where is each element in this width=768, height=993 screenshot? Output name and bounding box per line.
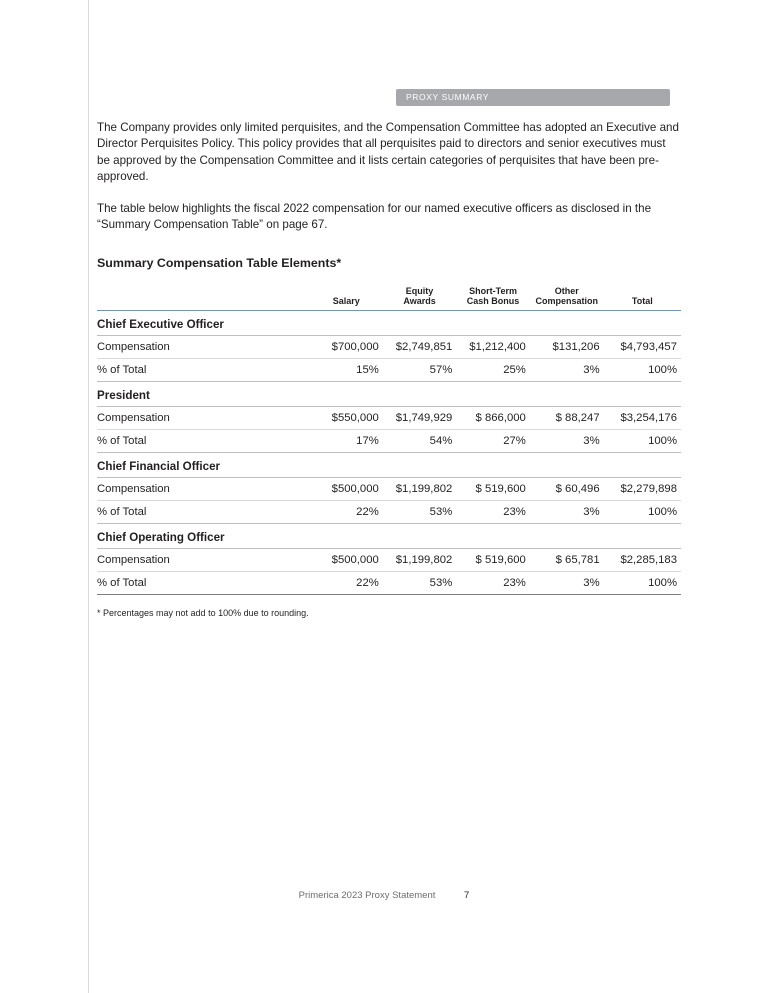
- cell-total-pct: 100%: [604, 500, 681, 523]
- cell-salary-pct: 15%: [310, 358, 383, 381]
- table-row: [97, 500, 681, 523]
- column-header-equity-awards-line2: Awards: [403, 296, 436, 307]
- cell-short-term-cash-bonus: $ 866,000: [456, 406, 530, 429]
- column-header-blank: [97, 286, 310, 311]
- cell-total: $2,279,898: [604, 477, 681, 500]
- cell-equity-awards: $1,199,802: [383, 548, 457, 571]
- group-title: Chief Financial Officer: [97, 452, 681, 477]
- column-header-other-comp-line2: Compensation: [535, 296, 598, 307]
- row-label: Compensation: [97, 335, 310, 358]
- cell-total: $2,285,183: [604, 548, 681, 571]
- cell-short-term-cash-bonus: $ 519,600: [456, 548, 530, 571]
- summary-compensation-table: [97, 286, 681, 595]
- cell-total: $4,793,457: [604, 335, 681, 358]
- column-header-short-term-cash-bonus: [456, 286, 530, 311]
- table-group-row: [97, 310, 681, 335]
- row-label: % of Total: [97, 500, 310, 523]
- cell-other-compensation-pct: 3%: [530, 358, 604, 381]
- cell-total-pct: 100%: [604, 429, 681, 452]
- cell-salary-pct: 22%: [310, 500, 383, 523]
- cell-equity-awards: $2,749,851: [383, 335, 457, 358]
- cell-short-term-cash-bonus-pct: 23%: [456, 500, 530, 523]
- table-row: [97, 548, 681, 571]
- cell-equity-awards-pct: 57%: [383, 358, 457, 381]
- table-row: [97, 571, 681, 594]
- page-footer: [0, 890, 768, 901]
- page-left-rule: [88, 0, 89, 993]
- footer-document-label: Primerica 2023 Proxy Statement: [298, 890, 436, 901]
- cell-equity-awards-pct: 54%: [383, 429, 457, 452]
- table-group-row: [97, 523, 681, 548]
- table-footnote: * Percentages may not add to 100% due to rounding.: [97, 607, 309, 618]
- cell-equity-awards-pct: 53%: [383, 571, 457, 594]
- cell-other-compensation: $ 88,247: [530, 406, 604, 429]
- cell-salary: $700,000: [310, 335, 383, 358]
- table-row: [97, 429, 681, 452]
- column-header-equity-awards: [383, 286, 457, 311]
- table-header-row: [97, 286, 681, 311]
- table-row: [97, 406, 681, 429]
- cell-total: $3,254,176: [604, 406, 681, 429]
- cell-equity-awards-pct: 53%: [383, 500, 457, 523]
- column-header-other-comp-line1: Other: [554, 285, 579, 296]
- cell-short-term-cash-bonus-pct: 25%: [456, 358, 530, 381]
- column-header-short-term-line1: Short-Term: [469, 285, 517, 296]
- column-header-short-term-line2: Cash Bonus: [466, 296, 520, 307]
- row-label: % of Total: [97, 571, 310, 594]
- paragraph-perquisites-policy: The Company provides only limited perquisites, and the Compensation Committee has adopted an Executive and Director Perquisites Policy. This policy provides that all perquisites paid to directors and senior executives must be approved by the Compensation Committee and it lists certain categories of perquisites that have been pre-approved.: [97, 121, 679, 183]
- cell-short-term-cash-bonus: $1,212,400: [456, 335, 530, 358]
- table-row: [97, 335, 681, 358]
- group-title: Chief Executive Officer: [97, 310, 681, 335]
- row-label: Compensation: [97, 477, 310, 500]
- group-title: Chief Operating Officer: [97, 523, 681, 548]
- cell-other-compensation: $131,206: [530, 335, 604, 358]
- cell-equity-awards: $1,199,802: [383, 477, 457, 500]
- paragraph-table-intro: The table below highlights the fiscal 2022 compensation for our named executive officers as disclosed in the “Summary Compensation Table” on page 67.: [97, 202, 652, 232]
- page-title: Summary Compensation Table Elements*: [97, 255, 342, 270]
- cell-total-pct: 100%: [604, 571, 681, 594]
- row-label: % of Total: [97, 429, 310, 452]
- cell-short-term-cash-bonus: $ 519,600: [456, 477, 530, 500]
- column-header-equity-awards-line1: Equity: [405, 285, 434, 296]
- cell-salary: $550,000: [310, 406, 383, 429]
- table-body: [97, 310, 681, 594]
- table-row: [97, 358, 681, 381]
- group-title: President: [97, 381, 681, 406]
- header-band-label: PROXY SUMMARY: [406, 92, 490, 102]
- column-header-other-compensation: [530, 286, 604, 311]
- proxy-summary-header-band: [396, 89, 670, 106]
- cell-salary-pct: 17%: [310, 429, 383, 452]
- cell-other-compensation-pct: 3%: [530, 571, 604, 594]
- table-group-row: [97, 381, 681, 406]
- row-label: % of Total: [97, 358, 310, 381]
- cell-other-compensation-pct: 3%: [530, 500, 604, 523]
- cell-total-pct: 100%: [604, 358, 681, 381]
- cell-other-compensation: $ 65,781: [530, 548, 604, 571]
- cell-short-term-cash-bonus-pct: 27%: [456, 429, 530, 452]
- column-header-salary: Salary: [310, 286, 383, 311]
- row-label: Compensation: [97, 406, 310, 429]
- cell-salary: $500,000: [310, 477, 383, 500]
- page-content: [97, 120, 681, 618]
- cell-salary: $500,000: [310, 548, 383, 571]
- table-row: [97, 477, 681, 500]
- cell-equity-awards: $1,749,929: [383, 406, 457, 429]
- cell-short-term-cash-bonus-pct: 23%: [456, 571, 530, 594]
- cell-other-compensation: $ 60,496: [530, 477, 604, 500]
- column-header-total: Total: [604, 286, 681, 311]
- footer-page-number: 7: [464, 890, 470, 901]
- cell-salary-pct: 22%: [310, 571, 383, 594]
- row-label: Compensation: [97, 548, 310, 571]
- table-group-row: [97, 452, 681, 477]
- cell-other-compensation-pct: 3%: [530, 429, 604, 452]
